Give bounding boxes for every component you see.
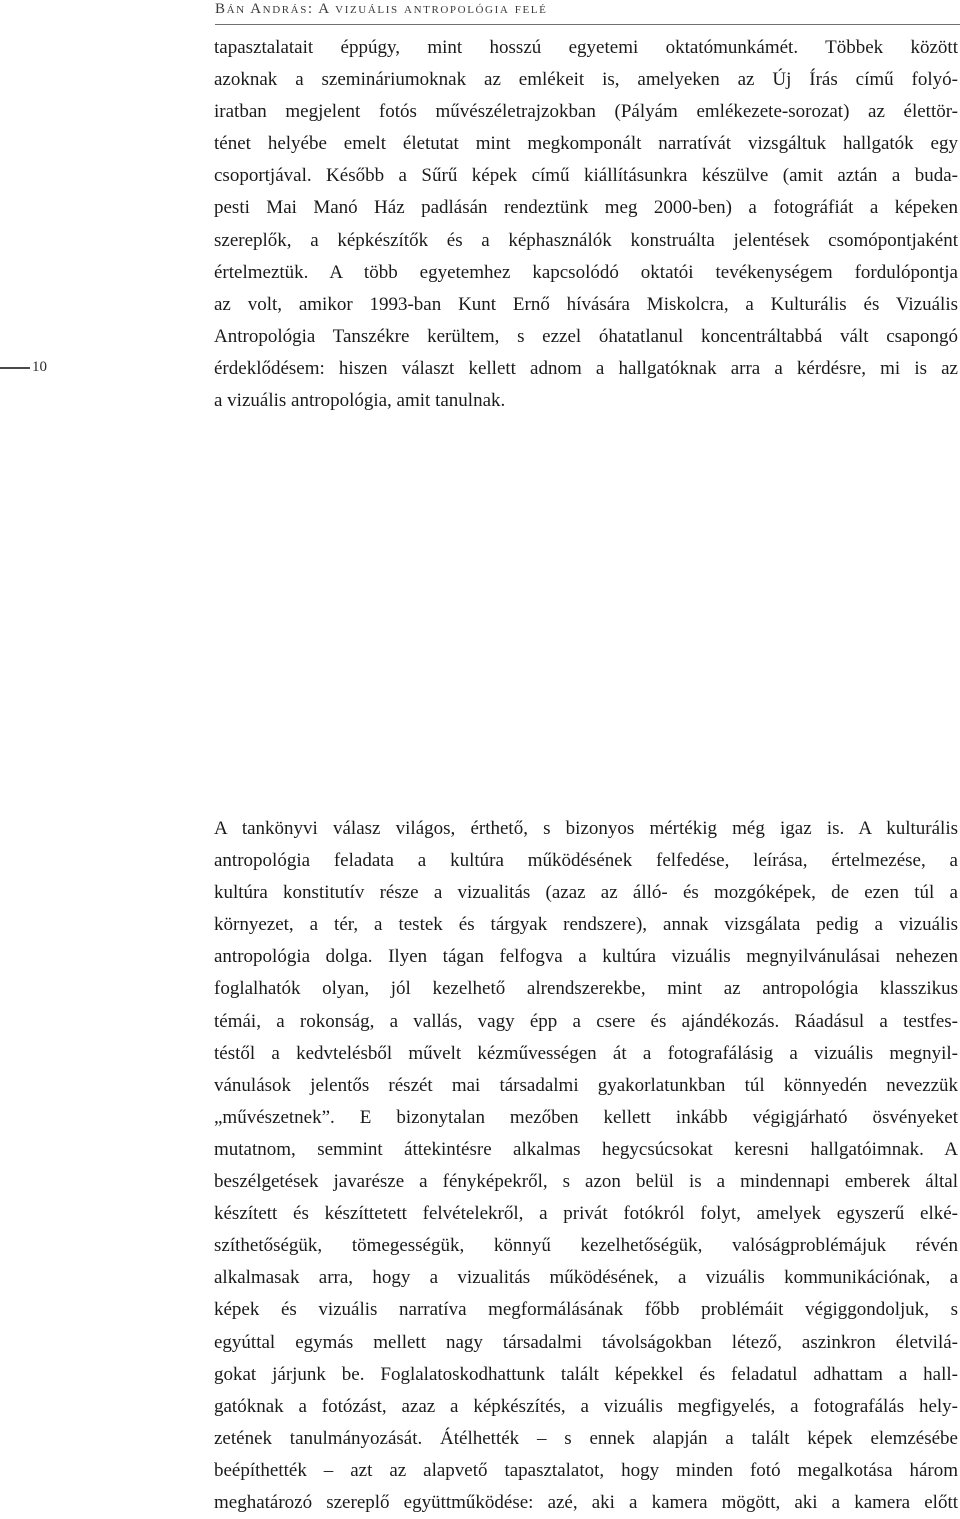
- text-line: képek és vizuális narratíva megformálásának főbb problémáit végiggondoljuk, s: [214, 1299, 958, 1321]
- text-line: értelmeztük. A több egyetemhez kapcsolódó oktatói tevékenységem fordulópontja: [214, 261, 958, 283]
- text-line: A tankönyvi válasz világos, érthető, s bizonyos mértékig még igaz is. A kulturális: [214, 818, 958, 839]
- text-line: egyúttal egymás mellett nagy társadalmi távolságokban létező, aszinkron életvilá-: [214, 1331, 958, 1353]
- text-line: gokat járjunk be. Foglalatoskodhattunk talált képekkel és feladatul adhattam a hall-: [214, 1363, 958, 1385]
- text-line: zetének tanulmányozását. Átélhették – s ennek alapján a talált képek elemzésébe: [214, 1427, 958, 1449]
- paragraph-1: [214, 32, 958, 417]
- text-line: beépíthették – azt az alapvető tapasztalatot, hogy minden fotó megalkotása három: [214, 1459, 958, 1481]
- paragraph-2: [214, 813, 958, 1519]
- text-line: iratban megjelent fotós művészéletrajzokban (Pályám emlékezete-sorozat) az élettör-: [214, 101, 958, 123]
- text-line: antropológia feladata a kultúra működésének felfedése, leírása, értelmezése, a: [214, 850, 958, 872]
- text-line: szereplők, a képkészítők és a képhasználók konstruálta jelentések csomópontjaként: [214, 229, 958, 251]
- text-line: alkalmasak arra, hogy a vizualitás működésének, a vizuális kommunikációnak, a: [214, 1267, 958, 1289]
- margin-rule: [0, 367, 30, 369]
- text-line: meghatározó szereplő együttműködése: azé, aki a kamera mögött, aki a kamera előtt: [214, 1491, 958, 1513]
- text-line: a vizuális antropológia, amit tanulnak.: [214, 390, 506, 412]
- text-line: az volt, amikor 1993-ban Kunt Ernő hívására Miskolcra, a Kulturális és Vizuális: [214, 293, 958, 315]
- text-line: beszélgetések javarésze a fényképekről, s azon belül is a mindennapi emberek által: [214, 1171, 958, 1193]
- text-line: szíthetőségük, tömegességük, könnyű kezelhetőségük, valóságproblémájuk révén: [214, 1235, 958, 1257]
- text-line: kultúra konstitutív része a vizualitás (azaz az álló- és mozgóképek, de ezen túl a: [214, 882, 958, 904]
- text-line: foglalhatók olyan, jól kezelhető alrendszerekbe, mint az antropológia klasszikus: [214, 978, 958, 1000]
- page-number: 10: [32, 359, 47, 375]
- running-head-text: Bán András: A vizuális antropológia felé: [215, 1, 548, 17]
- page-number-marker: [0, 359, 47, 376]
- text-line: mutatnom, semmint áttekintésre alkalmas hegycsúcsokat keresni hallgatóimnak. A: [214, 1138, 958, 1160]
- text-line: „művészetnek”. E bizonytalan mezőben kellett inkább végigjárható ösvényeket: [214, 1106, 958, 1128]
- text-line: környezet, a tér, a testek és tárgyak rendszere), annak vizsgálata pedig a vizuális: [214, 914, 958, 936]
- text-line: Antropológia Tanszékre kerültem, s ezzel óhatatlanul koncentráltabbá vált csapongó: [214, 325, 958, 347]
- text-line: készített és készíttetett felvételekről, a privát fotókról folyt, amelyek egyszerű elké-: [214, 1203, 958, 1225]
- text-line: téstől a kedvtelésből művelt kézművességen át a fotografálásig a vizuális megnyil-: [214, 1042, 958, 1064]
- text-line: azoknak a szemináriumoknak az emlékeit is, amelyeken az Új Írás című folyó-: [214, 69, 958, 91]
- text-line: témái, a rokonság, a vallás, vagy épp a csere és ajándékozás. Ráadásul a testfes-: [214, 1010, 958, 1032]
- text-line: gatóknak a fotózást, azaz a képkészítés, a vizuális megfigyelés, a fotografálás hely-: [214, 1395, 958, 1417]
- running-head: [215, 1, 960, 25]
- text-line: érdeklődésem: hiszen választ kellett adnom a hallgatóknak arra a kérdésre, mi is az: [214, 357, 958, 379]
- text-line: antropológia dolga. Ilyen tágan felfogva a kultúra vizuális megnyilvánulásai nehezen: [214, 946, 958, 968]
- text-line: csoportjával. Később a Sűrű képek című kiállításunkra készülve (amit aztán a buda-: [214, 165, 958, 187]
- text-line: tapasztalatait éppúgy, mint hosszú egyetemi oktatómunkámét. Többek között: [214, 37, 958, 58]
- text-line: pesti Mai Manó Ház padlásán rendeztünk meg 2000-ben) a fotográfiát a képeken: [214, 197, 958, 219]
- text-line: vánulások jelentős részét mai társadalmi gyakorlatunkban túl könnyedén nevezzük: [214, 1074, 958, 1096]
- text-line: ténet helyébe emelt életutat mint megkomponált narratívát vizsgáltuk hallgatók egy: [214, 133, 958, 155]
